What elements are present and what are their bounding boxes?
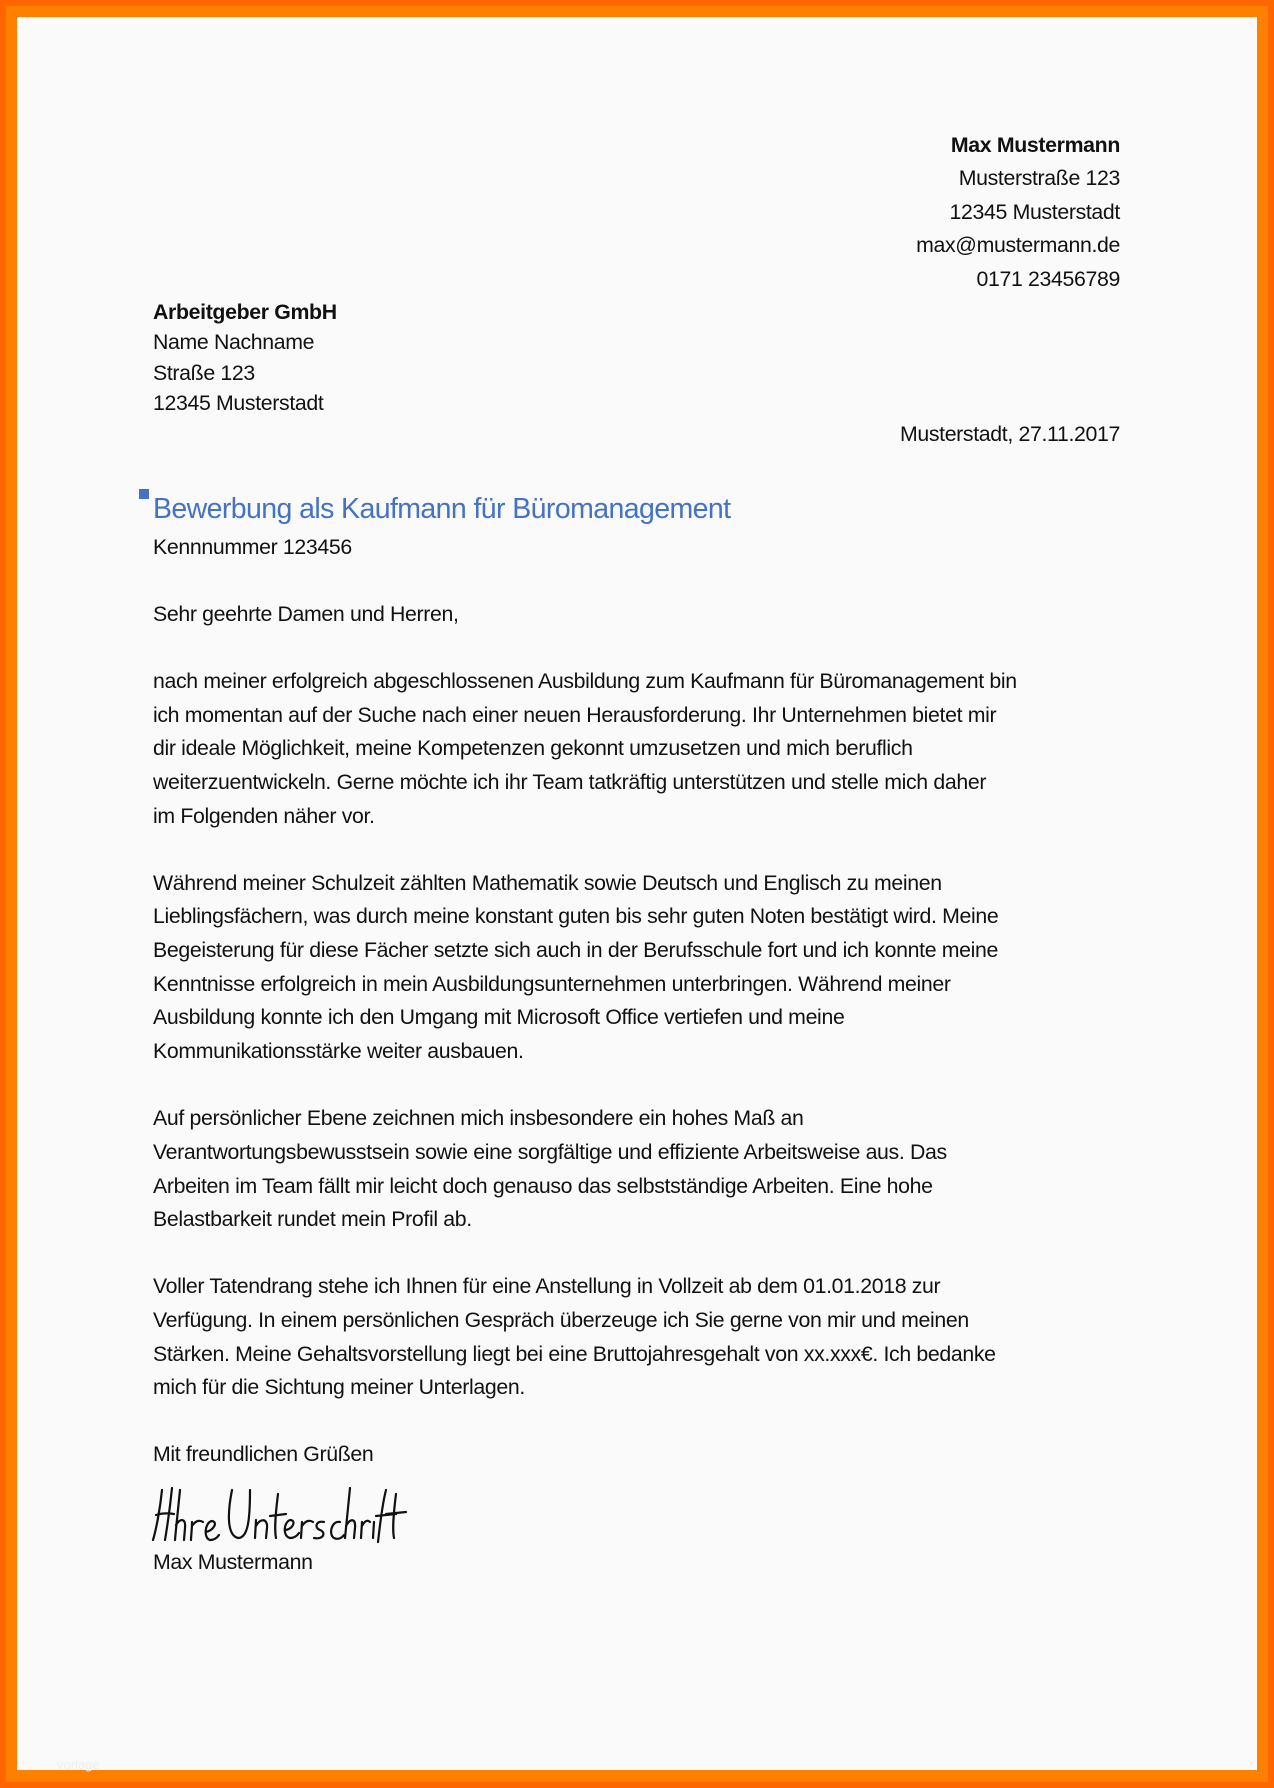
salutation: Sehr geehrte Damen und Herren, bbox=[153, 602, 459, 626]
letter-page bbox=[17, 17, 1257, 1770]
paragraph-line: Stärken. Meine Gehaltsvorstellung liegt bei eine Bruttojahresgehalt von xx.xxx€. Ich bedanke bbox=[153, 1342, 996, 1366]
date-line: Musterstadt, 27.11.2017 bbox=[899, 422, 1120, 446]
paragraph-line: Kenntnisse erfolgreich in mein Ausbildungsunternehmen unterbringen. Während meiner bbox=[153, 972, 951, 996]
closing: Mit freundlichen Grüßen bbox=[153, 1442, 374, 1466]
paragraph-line: ich momentan auf der Suche nach einer neuen Herausforderung. Ihr Unternehmen bietet mir bbox=[153, 703, 997, 727]
paragraph-line: Lieblingsfächern, was durch meine konstant guten bis sehr guten Noten bestätigt wird. Meine bbox=[153, 904, 999, 928]
paragraph-line: weiterzuentwickeln. Gerne möchte ich ihr Team tatkräftig unterstützen und stelle mich daher bbox=[153, 770, 987, 794]
paragraph-line: Während meiner Schulzeit zählten Mathematik sowie Deutsch und Englisch zu meinen bbox=[153, 871, 942, 895]
sender-street: Musterstraße 123 bbox=[958, 166, 1120, 190]
paragraph-line: dir ideale Möglichkeit, meine Kompetenzen gekonnt umzusetzen und mich beruflich bbox=[153, 736, 913, 760]
recipient-city: 12345 Musterstadt bbox=[153, 391, 324, 415]
paragraph-line: im Folgenden näher vor. bbox=[153, 804, 375, 828]
sender-name: Max Mustermann bbox=[950, 133, 1120, 157]
paragraph-line: Ausbildung konnte ich den Umgang mit Microsoft Office vertiefen und meine bbox=[153, 1005, 845, 1029]
watermark-text: vorlage bbox=[57, 1757, 100, 1772]
paragraph-line: Auf persönlicher Ebene zeichnen mich insbesondere ein hohes Maß an bbox=[153, 1106, 804, 1130]
paragraph-line: Begeisterung für diese Fächer setzte sich auch in der Berufsschule fort und ich konnte meine bbox=[153, 938, 999, 962]
recipient-company: Arbeitgeber GmbH bbox=[153, 300, 337, 324]
sender-phone: 0171 23456789 bbox=[976, 267, 1120, 291]
recipient-street: Straße 123 bbox=[153, 361, 255, 385]
sender-email: max@mustermann.de bbox=[916, 233, 1120, 257]
paragraph-line: Verfügung. In einem persönlichen Gespräch überzeuge ich Sie gerne von mir und meinen bbox=[153, 1308, 969, 1332]
subject-reference: Kennnummer 123456 bbox=[153, 535, 352, 559]
paragraph-line: Belastbarkeit rundet mein Profil ab. bbox=[153, 1207, 472, 1231]
paragraph-line: Arbeiten im Team fällt mir leicht doch genauso das selbstständige Arbeiten. Eine hohe bbox=[153, 1174, 933, 1198]
sender-city: 12345 Musterstadt bbox=[949, 200, 1120, 224]
signature-image bbox=[150, 1480, 410, 1550]
recipient-contact: Name Nachname bbox=[153, 330, 315, 354]
subject-title: Bewerbung als Kaufmann für Büromanagement bbox=[153, 493, 731, 525]
paragraph-line: Verantwortungsbewusstsein sowie eine sorgfältige und effiziente Arbeitsweise aus. Das bbox=[153, 1140, 947, 1164]
paragraph-line: nach meiner erfolgreich abgeschlossenen Ausbildung zum Kaufmann für Büromanagement bin bbox=[153, 669, 1017, 693]
paragraph-line: Kommunikationsstärke weiter ausbauen. bbox=[153, 1039, 524, 1063]
heading-marker-icon bbox=[139, 489, 149, 499]
paragraph-line: Voller Tatendrang stehe ich Ihnen für eine Anstellung in Vollzeit ab dem 01.01.2018 zur bbox=[153, 1274, 941, 1298]
paragraph-line: mich für die Sichtung meiner Unterlagen. bbox=[153, 1375, 525, 1399]
signature-name: Max Mustermann bbox=[153, 1550, 313, 1574]
